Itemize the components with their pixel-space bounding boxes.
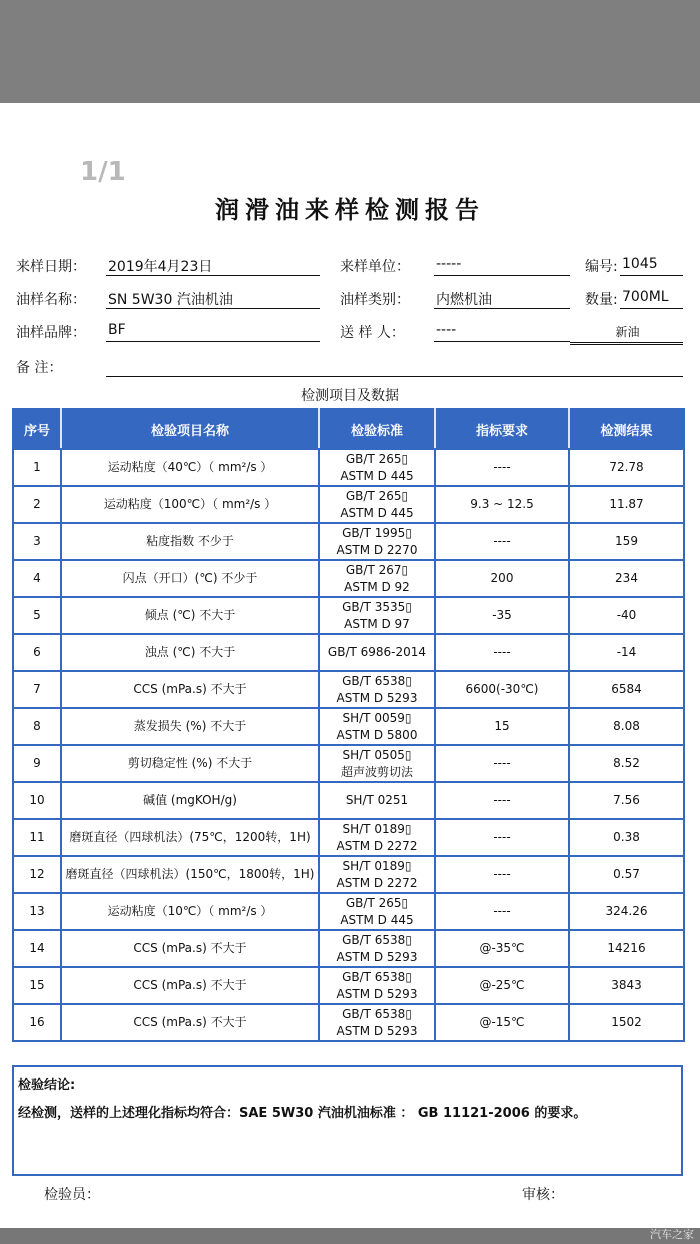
row-number: 13 <box>13 893 61 930</box>
standard-line-1: GB/T 3535▯ <box>342 599 412 614</box>
requirement: ---- <box>435 523 569 560</box>
standard-line-1: GB/T 1995▯ <box>342 525 412 540</box>
report-title: 润滑油来样检测报告 <box>215 195 485 224</box>
standard-line-2: ASTM D 2272 <box>336 838 418 853</box>
standard-line-1: SH/T 0059▯ <box>342 710 412 725</box>
oil-name-value: SN 5W30 汽油机油 <box>106 289 320 309</box>
standard-line-1: GB/T 6538▯ <box>342 1006 412 1021</box>
standard <box>319 782 435 819</box>
test-results-table <box>12 408 685 1042</box>
standard-line-1: SH/T 0189▯ <box>342 821 412 836</box>
row-number: 11 <box>13 819 61 856</box>
standard-line-1: GB/T 267▯ <box>345 562 409 577</box>
sender-label: 送 样 人： <box>340 325 405 341</box>
result: 0.57 <box>569 856 684 893</box>
standard-line-2: ASTM D 445 <box>340 505 414 520</box>
standard-line-2: ASTM D 92 <box>344 579 410 594</box>
test-item: 蒸发损失 (%) 不大于 <box>61 708 319 745</box>
remarks-label: 备 注： <box>16 360 63 376</box>
test-item: 磨斑直径（四球机法）(150℃，1800转，1H) <box>61 856 319 893</box>
standard <box>319 634 435 671</box>
sample-unit-value: ----- <box>434 256 570 276</box>
number-value: 1045 <box>620 256 683 276</box>
result: 14216 <box>569 930 684 967</box>
table-row <box>13 967 684 1004</box>
table-row <box>13 745 684 782</box>
row-number: 2 <box>13 486 61 523</box>
sample-date-value: 2019年4月23日 <box>106 256 320 276</box>
row-number: 10 <box>13 782 61 819</box>
watermark: 汽车之家 <box>650 1228 694 1241</box>
table-row <box>13 523 684 560</box>
conclusion-text: 经检测，送样的上述理化指标均符合：SAE 5W30 汽油机油标准 ： GB 11121-2006 的要求。 <box>18 1106 587 1121</box>
row-number: 3 <box>13 523 61 560</box>
standard-line-1: GB/T 6538▯ <box>342 673 412 688</box>
brand-value: BF <box>106 322 320 342</box>
standard-line-1: SH/T 0189▯ <box>342 858 412 873</box>
standard-line-1: SH/T 0505▯ <box>342 747 412 762</box>
standard <box>319 819 435 856</box>
brand-label: 油样品牌： <box>16 325 86 341</box>
oil-name-label: 油样名称： <box>16 292 86 308</box>
standard-line-2: ASTM D 5293 <box>336 690 418 705</box>
sample-date-label: 来样日期： <box>16 259 86 275</box>
test-item: 运动粘度（40℃）（ mm²/s ） <box>61 449 319 486</box>
requirement: ---- <box>435 745 569 782</box>
standard-line-1: GB/T 6986-2014 <box>327 645 427 659</box>
row-number: 7 <box>13 671 61 708</box>
standard <box>319 967 435 1004</box>
standard <box>319 893 435 930</box>
test-item: 碱值 (mgKOH/g) <box>61 782 319 819</box>
result: 8.52 <box>569 745 684 782</box>
oil-type-label: 油样类别： <box>340 292 410 308</box>
result: 72.78 <box>569 449 684 486</box>
requirement: 9.3 ~ 12.5 <box>435 486 569 523</box>
standard <box>319 671 435 708</box>
test-item: CCS (mPa.s) 不大于 <box>61 930 319 967</box>
standard-line-2: ASTM D 5293 <box>336 1023 418 1038</box>
standard <box>319 856 435 893</box>
standard-line-2: ASTM D 5293 <box>336 986 418 1001</box>
test-item: CCS (mPa.s) 不大于 <box>61 671 319 708</box>
test-item: 运动粘度（100℃）（ mm²/s ） <box>61 486 319 523</box>
oil-type-value: 内燃机油 <box>434 289 570 309</box>
test-item: 倾点 (℃) 不大于 <box>61 597 319 634</box>
condition-value: 新油 <box>570 323 683 345</box>
standard <box>319 449 435 486</box>
result: 6584 <box>569 671 684 708</box>
requirement: ---- <box>435 634 569 671</box>
row-number: 4 <box>13 560 61 597</box>
row-number: 1 <box>13 449 61 486</box>
result: 3843 <box>569 967 684 1004</box>
requirement: ---- <box>435 449 569 486</box>
standard <box>319 745 435 782</box>
inspector-label: 检验员： <box>44 1187 100 1203</box>
table-row <box>13 1004 684 1041</box>
standard-line-1: SH/T 0251 <box>345 793 409 807</box>
table-row <box>13 893 684 930</box>
sample-unit-label: 来样单位： <box>340 259 410 275</box>
result: 234 <box>569 560 684 597</box>
result: 159 <box>569 523 684 560</box>
result: -40 <box>569 597 684 634</box>
standard <box>319 597 435 634</box>
requirement: 15 <box>435 708 569 745</box>
section-title: 检测项目及数据 <box>301 388 399 404</box>
standard-line-1: GB/T 265▯ <box>345 895 409 910</box>
result: 1502 <box>569 1004 684 1041</box>
conclusion-label: 检验结论: <box>18 1078 76 1093</box>
standard-line-2: 超声波剪切法 <box>340 764 413 779</box>
number-label: 编号: <box>585 259 618 275</box>
table-row <box>13 708 684 745</box>
standard-line-1: GB/T 6538▯ <box>342 932 412 947</box>
row-number: 9 <box>13 745 61 782</box>
table-row <box>13 634 684 671</box>
standard-line-2: ASTM D 445 <box>340 912 414 927</box>
reviewer-label: 审核： <box>522 1187 564 1203</box>
standard-line-2: ASTM D 5800 <box>336 727 418 742</box>
column-header-result: 检测结果 <box>569 409 684 449</box>
row-number: 14 <box>13 930 61 967</box>
result: 7.56 <box>569 782 684 819</box>
standard-line-1: GB/T 265▯ <box>345 451 409 466</box>
table-row <box>13 560 684 597</box>
test-item: 闪点（开口）(℃) 不少于 <box>61 560 319 597</box>
standard <box>319 486 435 523</box>
standard-line-2: ASTM D 97 <box>344 616 410 631</box>
requirement: 200 <box>435 560 569 597</box>
quantity-label: 数量: <box>585 292 618 308</box>
test-item: 浊点 (℃) 不大于 <box>61 634 319 671</box>
remarks-value <box>106 357 683 377</box>
requirement: @-25℃ <box>435 967 569 1004</box>
result: 11.87 <box>569 486 684 523</box>
row-number: 12 <box>13 856 61 893</box>
table-row <box>13 449 684 486</box>
standard <box>319 560 435 597</box>
table-header-row <box>13 409 684 449</box>
standard-line-1: GB/T 6538▯ <box>342 969 412 984</box>
table-row <box>13 856 684 893</box>
test-item: 剪切稳定性 (%) 不大于 <box>61 745 319 782</box>
requirement: ---- <box>435 893 569 930</box>
column-header-no: 序号 <box>13 409 61 449</box>
test-item: CCS (mPa.s) 不大于 <box>61 967 319 1004</box>
test-item: 运动粘度（10℃）（ mm²/s ） <box>61 893 319 930</box>
sender-value: ---- <box>434 322 570 342</box>
requirement: @-35℃ <box>435 930 569 967</box>
standard <box>319 1004 435 1041</box>
page-indicator: 1/1 <box>80 157 126 187</box>
standard-line-2: ASTM D 445 <box>340 468 414 483</box>
requirement: @-15℃ <box>435 1004 569 1041</box>
table-row <box>13 782 684 819</box>
test-item: 粘度指数 不少于 <box>61 523 319 560</box>
column-header-standard: 检验标准 <box>319 409 435 449</box>
requirement: ---- <box>435 856 569 893</box>
standard-line-1: GB/T 265▯ <box>345 488 409 503</box>
viewer-bottom-bar <box>0 1228 700 1244</box>
viewer-top-bar <box>0 0 700 103</box>
standard <box>319 930 435 967</box>
requirement: 6600(-30℃) <box>435 671 569 708</box>
result: 324.26 <box>569 893 684 930</box>
standard <box>319 523 435 560</box>
quantity-value: 700ML <box>620 289 683 309</box>
row-number: 6 <box>13 634 61 671</box>
test-item: 磨斑直径（四球机法）(75℃，1200转，1H) <box>61 819 319 856</box>
standard <box>319 708 435 745</box>
row-number: 8 <box>13 708 61 745</box>
result: -14 <box>569 634 684 671</box>
row-number: 15 <box>13 967 61 1004</box>
requirement: ---- <box>435 819 569 856</box>
table-row <box>13 597 684 634</box>
result: 0.38 <box>569 819 684 856</box>
result: 8.08 <box>569 708 684 745</box>
row-number: 5 <box>13 597 61 634</box>
requirement: -35 <box>435 597 569 634</box>
conclusion-box <box>12 1065 683 1176</box>
row-number: 16 <box>13 1004 61 1041</box>
table-row <box>13 819 684 856</box>
requirement: ---- <box>435 782 569 819</box>
table-row <box>13 671 684 708</box>
standard-line-2: ASTM D 5293 <box>336 949 418 964</box>
standard-line-2: ASTM D 2272 <box>336 875 418 890</box>
test-item: CCS (mPa.s) 不大于 <box>61 1004 319 1041</box>
table-row <box>13 486 684 523</box>
column-header-requirement: 指标要求 <box>435 409 569 449</box>
table-row <box>13 930 684 967</box>
column-header-item: 检验项目名称 <box>61 409 319 449</box>
standard-line-2: ASTM D 2270 <box>336 542 418 557</box>
